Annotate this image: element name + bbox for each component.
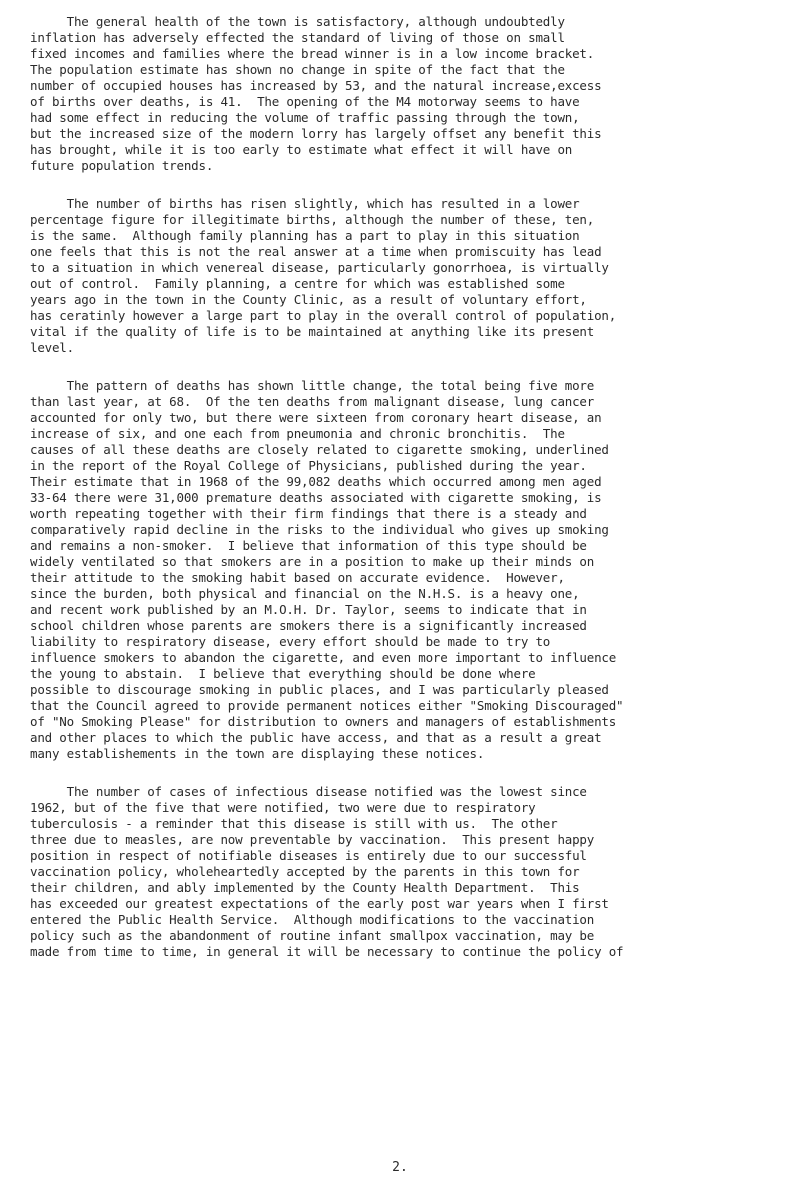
text-line: comparatively rapid decline in the risks to the individual who gives up smoking bbox=[30, 522, 609, 537]
text-line: 33-64 there were 31,000 premature deaths associated with cigarette smoking, is bbox=[30, 490, 602, 505]
text-line: but the increased size of the modern lorry has largely offset any benefit this bbox=[30, 126, 602, 141]
text-line: influence smokers to abandon the cigarette, and even more important to influence bbox=[30, 650, 617, 665]
text-line: The general health of the town is satisfactory, although undoubtedly bbox=[30, 14, 565, 29]
text-line: percentage figure for illegitimate births, although the number of these, ten, bbox=[30, 212, 595, 227]
text-line: level. bbox=[30, 340, 74, 355]
text-line: has ceratinly however a large part to play in the overall control of population, bbox=[30, 308, 617, 323]
text-line: made from time to time, in general it will be necessary to continue the policy of bbox=[30, 944, 624, 959]
paragraph bbox=[30, 378, 794, 762]
text-line: than last year, at 68. Of the ten deaths from malignant disease, lung cancer bbox=[30, 394, 595, 409]
text-line: since the burden, both physical and financial on the N.H.S. is a heavy one, bbox=[30, 586, 580, 601]
text-line: in the report of the Royal College of Physicians, published during the year. bbox=[30, 458, 587, 473]
text-line: that the Council agreed to provide permanent notices either "Smoking Discouraged" bbox=[30, 698, 624, 713]
text-line: of "No Smoking Please" for distribution to owners and managers of establishments bbox=[30, 714, 617, 729]
text-line: years ago in the town in the County Clinic, as a result of voluntary effort, bbox=[30, 292, 587, 307]
text-line: vital if the quality of life is to be maintained at anything like its present bbox=[30, 324, 595, 339]
text-line: and recent work published by an M.O.H. Dr. Taylor, seems to indicate that in bbox=[30, 602, 587, 617]
text-line: out of control. Family planning, a centre for which was established some bbox=[30, 276, 565, 291]
text-line: possible to discourage smoking in public places, and I was particularly pleased bbox=[30, 682, 609, 697]
text-line: policy such as the abandonment of routine infant smallpox vaccination, may be bbox=[30, 928, 595, 943]
text-line: many establishements in the town are displaying these notices. bbox=[30, 746, 485, 761]
text-line: three due to measles, are now preventable by vaccination. This present happy bbox=[30, 832, 595, 847]
text-line: school children whose parents are smokers there is a significantly increased bbox=[30, 618, 587, 633]
text-line: and remains a non-smoker. I believe that information of this type should be bbox=[30, 538, 587, 553]
text-line: widely ventilated so that smokers are in a position to make up their minds on bbox=[30, 554, 595, 569]
text-line: liability to respiratory disease, every effort should be made to try to bbox=[30, 634, 551, 649]
paragraph bbox=[30, 784, 794, 960]
page-number: 2. bbox=[392, 1160, 408, 1175]
text-line: had some effect in reducing the volume of traffic passing through the town, bbox=[30, 110, 580, 125]
text-line: accounted for only two, but there were sixteen from coronary heart disease, an bbox=[30, 410, 602, 425]
paragraph bbox=[30, 14, 794, 174]
text-line: The number of births has risen slightly, which has resulted in a lower bbox=[30, 196, 580, 211]
text-line: increase of six, and one each from pneumonia and chronic bronchitis. The bbox=[30, 426, 565, 441]
text-line: is the same. Although family planning has a part to play in this situation bbox=[30, 228, 580, 243]
text-line: Their estimate that in 1968 of the 99,082 deaths which occurred among men aged bbox=[30, 474, 602, 489]
text-line: The number of cases of infectious disease notified was the lowest since bbox=[30, 784, 587, 799]
paragraph bbox=[30, 196, 794, 356]
text-line: has exceeded our greatest expectations of the early post war years when I first bbox=[30, 896, 609, 911]
text-line: their attitude to the smoking habit based on accurate evidence. However, bbox=[30, 570, 565, 585]
text-line: to a situation in which venereal disease, particularly gonorrhoea, is virtually bbox=[30, 260, 609, 275]
text-line: has brought, while it is too early to estimate what effect it will have on bbox=[30, 142, 573, 157]
text-line: number of occupied houses has increased by 53, and the natural increase,excess bbox=[30, 78, 602, 93]
text-line: worth repeating together with their firm findings that there is a steady and bbox=[30, 506, 587, 521]
text-line: and other places to which the public have access, and that as a result a great bbox=[30, 730, 602, 745]
document-body bbox=[30, 14, 794, 960]
text-line: one feels that this is not the real answer at a time when promiscuity has lead bbox=[30, 244, 602, 259]
text-line: future population trends. bbox=[30, 158, 214, 173]
text-line: tuberculosis - a reminder that this disease is still with us. The other bbox=[30, 816, 558, 831]
text-line: entered the Public Health Service. Although modifications to the vaccination bbox=[30, 912, 595, 927]
text-line: fixed incomes and families where the bread winner is in a low income bracket. bbox=[30, 46, 595, 61]
text-line: vaccination policy, wholeheartedly accepted by the parents in this town for bbox=[30, 864, 580, 879]
text-line: The pattern of deaths has shown little change, the total being five more bbox=[30, 378, 595, 393]
text-line: of births over deaths, is 41. The opening of the M4 motorway seems to have bbox=[30, 94, 580, 109]
text-line: position in respect of notifiable diseases is entirely due to our successful bbox=[30, 848, 587, 863]
text-line: 1962, but of the five that were notified, two were due to respiratory bbox=[30, 800, 536, 815]
text-line: inflation has adversely effected the standard of living of those on small bbox=[30, 30, 565, 45]
text-line: The population estimate has shown no change in spite of the fact that the bbox=[30, 62, 565, 77]
text-line: their children, and ably implemented by the County Health Department. This bbox=[30, 880, 580, 895]
text-line: causes of all these deaths are closely related to cigarette smoking, underlined bbox=[30, 442, 609, 457]
text-line: the young to abstain. I believe that everything should be done where bbox=[30, 666, 536, 681]
